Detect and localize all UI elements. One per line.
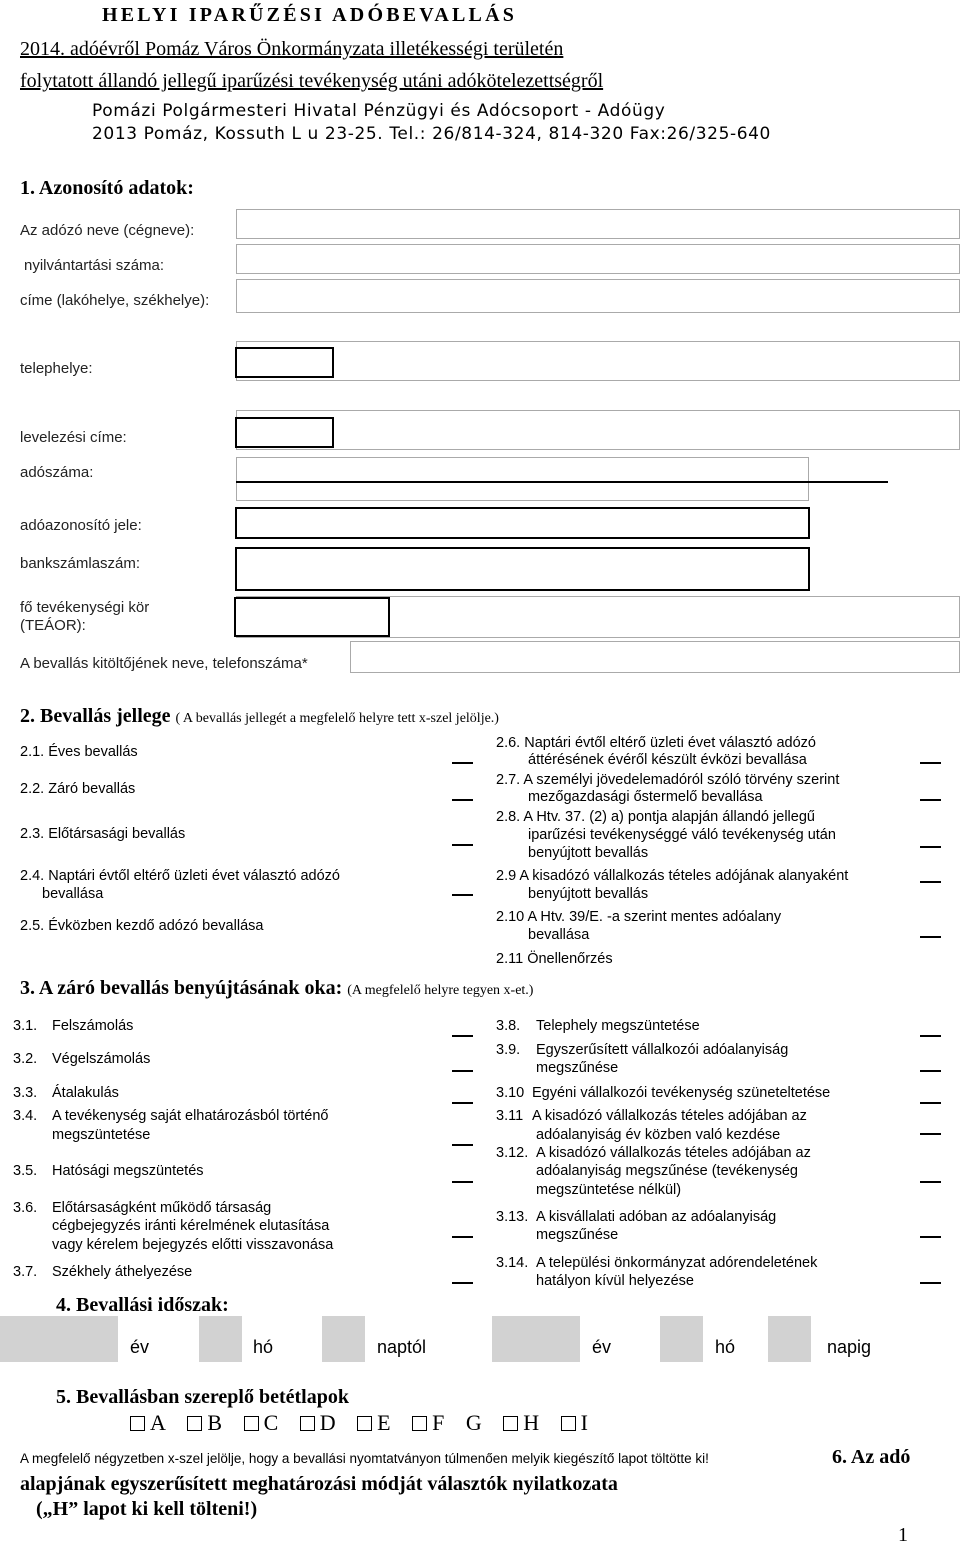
opt-2-10: 2.10 A Htv. 39/E. -a szerint mentes adóalany <box>496 909 782 925</box>
section6-title-c: („H” lapot ki kell tölteni!) <box>36 1498 258 1520</box>
opt-3-10-no: 3.10 <box>496 1085 525 1101</box>
opt-2-6: 2.6. Naptári évtől eltérő üzleti évet választó adózó <box>496 735 816 751</box>
label-taxid: adóazonosító jele: <box>20 517 142 534</box>
attachment-g[interactable]: G <box>465 1410 482 1435</box>
site-field-outer <box>236 341 960 381</box>
opt-3-12-line3: megszüntetése nélkül) <box>536 1182 682 1198</box>
attachment-b[interactable]: B <box>187 1410 238 1435</box>
checkbox-2-4[interactable] <box>452 894 473 896</box>
checkbox-3-14[interactable] <box>920 1282 941 1284</box>
opt-2-4: 2.4. Naptári évtől eltérő üzleti évet választó adózó <box>20 868 340 884</box>
label-site: telephelye: <box>20 360 93 377</box>
opt-3-13-no: 3.13. <box>496 1209 529 1225</box>
attachment-d[interactable]: D <box>300 1410 352 1435</box>
mail-zip-field[interactable] <box>235 417 334 448</box>
form-title: HELYI IPARŰZÉSI ADÓBEVALLÁS <box>102 4 518 26</box>
office-address: 2013 Pomáz, Kossuth L u 23-25. Tel.: 26/814-324, 814-320 Fax:26/325-640 <box>92 124 771 144</box>
checkbox-3-9[interactable] <box>920 1070 941 1072</box>
section2-title-row <box>20 705 499 728</box>
attachment-a[interactable]: A <box>130 1410 182 1435</box>
section4-title: 4. Bevallási időszak: <box>56 1294 229 1316</box>
opt-3-5-no: 3.5. <box>13 1163 38 1179</box>
label-address: címe (lakóhelye, székhelye): <box>20 292 210 309</box>
section1-title: 1. Azonosító adatok: <box>20 177 194 199</box>
taxno-field[interactable] <box>236 457 809 501</box>
label-activity-2: (TEÁOR): <box>20 617 86 634</box>
opt-3-11-line2: adóalanyiság év közben való kezdése <box>536 1127 781 1143</box>
checkbox-icon[interactable] <box>561 1416 576 1431</box>
opt-3-1-no: 3.1. <box>13 1018 38 1034</box>
attachment-f[interactable]: F <box>412 1410 460 1435</box>
mail-field-outer <box>236 410 960 450</box>
taxno-underline <box>236 481 888 483</box>
reg-number-field[interactable] <box>236 244 960 274</box>
opt-2-9: 2.9 A kisadózó vállalkozás tételes adójának alanyaként <box>496 868 849 884</box>
checkbox-3-5[interactable] <box>452 1181 473 1183</box>
checkbox-2-2[interactable] <box>452 799 473 801</box>
attachment-i[interactable]: I <box>561 1410 604 1435</box>
footer-instruction: A megfelelő négyzetben x-szel jelölje, hogy a bevallási nyomtatványon túlmenően melyik kiegészítő lapot töltötte ki! <box>20 1451 709 1466</box>
checkbox-3-11[interactable] <box>920 1133 941 1135</box>
checkbox-2-9[interactable] <box>920 881 941 883</box>
period-to-year[interactable] <box>492 1316 580 1362</box>
checkbox-3-6[interactable] <box>452 1236 473 1238</box>
checkbox-3-3[interactable] <box>452 1102 473 1104</box>
period-from-day[interactable] <box>322 1316 365 1362</box>
period-to-month[interactable] <box>660 1316 703 1362</box>
opt-3-3-no: 3.3. <box>13 1085 38 1101</box>
opt-3-4: A tevékenység saját elhatározásból történő <box>52 1108 329 1124</box>
opt-2-1: 2.1. Éves bevallás <box>20 744 138 760</box>
checkbox-3-7[interactable] <box>452 1282 473 1284</box>
label-napig: napig <box>827 1337 872 1357</box>
checkbox-2-6[interactable] <box>920 762 941 764</box>
label-ev-2: év <box>592 1337 612 1357</box>
checkbox-icon[interactable] <box>357 1416 372 1431</box>
address-field[interactable] <box>236 279 960 313</box>
period-from-year[interactable] <box>0 1316 118 1362</box>
checkbox-icon[interactable] <box>130 1416 145 1431</box>
opt-2-9-line2: benyújtott bevallás <box>528 886 649 902</box>
checkbox-2-3[interactable] <box>452 844 473 846</box>
attachment-checkboxes <box>130 1410 604 1436</box>
section3-title: 3. A záró bevallás benyújtásának oka: <box>20 977 343 999</box>
section2-note: ( A bevallás jellegét a megfelelő helyre tett x-szel jelölje.) <box>175 711 499 726</box>
opt-2-8: 2.8. A Htv. 37. (2) a) pontja alapján állandó jellegű <box>496 809 815 825</box>
opt-2-6-line2: áttérésének évéről készült évközi bevallása <box>528 752 807 768</box>
header-line-2: folytatott állandó jellegű iparűzési tevékenység utáni adókötelezettségről <box>20 70 604 92</box>
bank-field[interactable] <box>235 547 810 591</box>
opt-3-3: Átalakulás <box>52 1085 119 1101</box>
opt-3-14-line2: hatályon kívül helyezése <box>536 1273 694 1289</box>
checkbox-icon[interactable] <box>300 1416 315 1431</box>
section2-title: 2. Bevallás jellege <box>20 705 171 727</box>
section3-note: (A megfelelő helyre tegyen x-et.) <box>347 983 534 998</box>
opt-3-5: Hatósági megszüntetés <box>52 1163 204 1179</box>
opt-2-4-line2: bevallása <box>42 886 104 902</box>
opt-3-9-no: 3.9. <box>496 1042 521 1058</box>
activity-code-field[interactable] <box>234 597 390 637</box>
opt-3-9: Egyszerűsített vállalkozói adóalanyiság <box>536 1042 789 1058</box>
opt-2-3: 2.3. Előtársasági bevallás <box>20 826 186 842</box>
opt-3-4-no: 3.4. <box>13 1108 38 1124</box>
opt-3-4-line2: megszüntetése <box>52 1127 151 1143</box>
opt-3-2-no: 3.2. <box>13 1051 38 1067</box>
section5-title: 5. Bevallásban szereplő betétlapok <box>56 1386 349 1408</box>
checkbox-icon[interactable] <box>244 1416 259 1431</box>
opt-2-7-line2: mezőgazdasági őstermelő bevallása <box>528 789 763 805</box>
opt-3-6-line3: vagy kérelem bejegyzés előtti visszavonása <box>52 1237 334 1253</box>
opt-3-7: Székhely áthelyezése <box>52 1264 193 1280</box>
opt-3-14: A települési önkormányzat adórendeletének <box>536 1255 818 1271</box>
checkbox-3-2[interactable] <box>452 1070 473 1072</box>
label-name: Az adózó neve (cégneve): <box>20 222 195 239</box>
section6-title-a: 6. Az adó <box>832 1446 911 1468</box>
checkbox-3-13[interactable] <box>920 1236 941 1238</box>
opt-3-12-line2: adóalanyiság megszűnése (tevékenység <box>536 1163 798 1179</box>
opt-2-5: 2.5. Évközben kezdő adózó bevallása <box>20 918 264 934</box>
opt-3-14-no: 3.14. <box>496 1255 529 1271</box>
attachment-h[interactable]: H <box>503 1410 555 1435</box>
attachment-c[interactable]: C <box>244 1410 295 1435</box>
opt-3-6: Előtársaságként működő társaság <box>52 1200 272 1216</box>
label-taxno: adószáma: <box>20 464 94 481</box>
label-ho-1: hó <box>253 1337 274 1357</box>
opt-3-12-no: 3.12. <box>496 1145 529 1161</box>
site-zip-field[interactable] <box>235 347 334 378</box>
checkbox-2-1[interactable] <box>452 762 473 764</box>
opt-3-13-line2: megszűnése <box>536 1227 619 1243</box>
opt-3-8-no: 3.8. <box>496 1018 521 1034</box>
opt-2-8-line3: benyújtott bevallás <box>528 845 649 861</box>
header-line-1: 2014. adóévről Pomáz Város Önkormányzata illetékességi területén <box>20 38 564 60</box>
opt-3-6-no: 3.6. <box>13 1200 38 1216</box>
opt-2-7: 2.7. A személyi jövedelemadóról szóló törvény szerint <box>496 772 840 788</box>
opt-2-2: 2.2. Záró bevallás <box>20 781 136 797</box>
opt-3-6-line2: cégbejegyzés iránti kérelmének elutasítása <box>52 1218 330 1234</box>
opt-3-13: A kisvállalati adóban az adóalanyiság <box>536 1209 777 1225</box>
opt-3-7-no: 3.7. <box>13 1264 38 1280</box>
opt-3-10: Egyéni vállalkozói tevékenység szüneteltetése <box>532 1085 831 1101</box>
opt-3-9-line2: megszűnése <box>536 1060 619 1076</box>
filler-field[interactable] <box>350 641 960 673</box>
label-reg: nyilvántartási száma: <box>24 257 165 274</box>
label-filler: A bevallás kitöltőjének neve, telefonszáma* <box>20 655 308 672</box>
checkbox-3-8[interactable] <box>920 1035 941 1037</box>
taxid-field[interactable] <box>235 507 810 539</box>
checkbox-3-4[interactable] <box>452 1144 473 1146</box>
opt-2-10-line2: bevallása <box>528 927 590 943</box>
name-field[interactable] <box>236 209 960 239</box>
checkbox-3-10[interactable] <box>920 1102 941 1104</box>
section6-title-b: alapjának egyszerűsített meghatározási módját választók nyilatkozata <box>20 1473 618 1495</box>
opt-2-8-line2: iparűzési tevékenységgé váló tevékenység után <box>528 827 836 843</box>
label-ev-1: év <box>130 1337 150 1357</box>
checkbox-3-1[interactable] <box>452 1035 473 1037</box>
attachment-e[interactable]: E <box>357 1410 406 1435</box>
label-mail: levelezési címe: <box>20 429 127 446</box>
opt-3-11: A kisadózó vállalkozás tételes adójában az <box>532 1108 807 1124</box>
checkbox-icon[interactable] <box>503 1416 518 1431</box>
opt-3-2: Végelszámolás <box>52 1051 151 1067</box>
checkbox-2-7[interactable] <box>920 799 941 801</box>
section3-title-row <box>20 977 533 1000</box>
opt-3-11-no: 3.11 <box>496 1108 524 1124</box>
opt-3-1: Felszámolás <box>52 1018 134 1034</box>
period-from-month[interactable] <box>199 1316 242 1362</box>
office-name: Pomázi Polgármesteri Hivatal Pénzügyi és Adócsoport - Adóügy <box>92 101 666 121</box>
label-activity-1: fő tevékenységi kör <box>20 599 150 616</box>
checkbox-icon[interactable] <box>412 1416 427 1431</box>
page-number: 1 <box>898 1524 908 1546</box>
label-bank: bankszámlaszám: <box>20 555 141 572</box>
opt-2-11: 2.11 Önellenőrzés <box>496 951 613 967</box>
label-naptol: naptól <box>377 1337 427 1357</box>
checkbox-2-8[interactable] <box>920 846 941 848</box>
period-to-day[interactable] <box>768 1316 811 1362</box>
checkbox-3-12[interactable] <box>920 1181 941 1183</box>
opt-3-8: Telephely megszüntetése <box>536 1018 700 1034</box>
label-ho-2: hó <box>715 1337 736 1357</box>
checkbox-icon[interactable] <box>187 1416 202 1431</box>
checkbox-2-10[interactable] <box>920 936 941 938</box>
opt-3-12: A kisadózó vállalkozás tételes adójában az <box>536 1145 811 1161</box>
